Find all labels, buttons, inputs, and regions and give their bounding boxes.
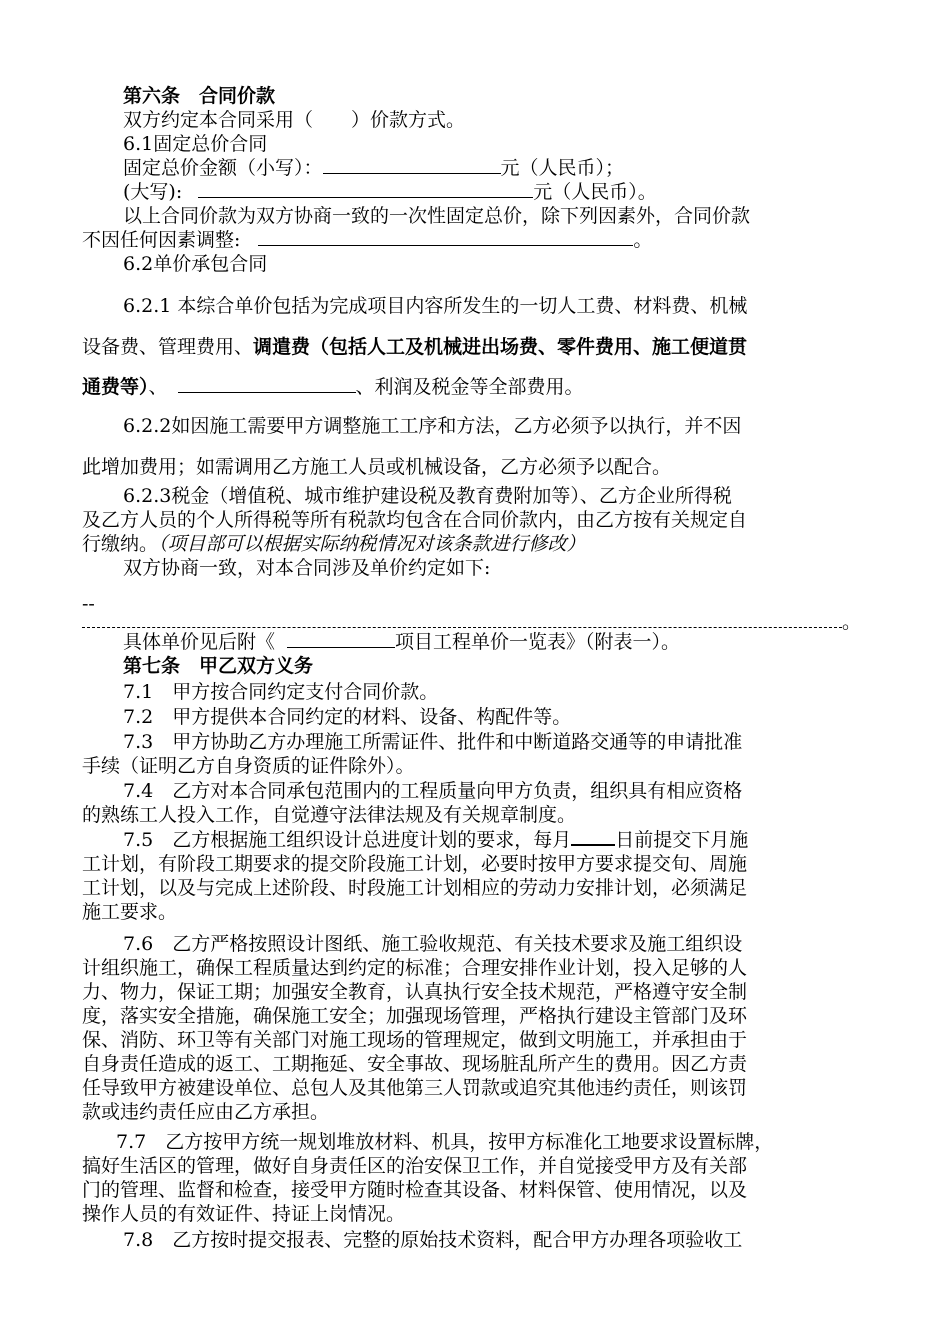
- clause-7-6-line-6: 自身责任造成的返工、工期拖延、安全事故、现场脏乱所产生的费用。因乙方责: [82, 1053, 748, 1075]
- dash-fill-line-1: --: [82, 593, 95, 615]
- clause-7-7-line-1: 7.7 乙方按甲方统一规划堆放材料、机具，按甲方标准化工地要求设置标牌，: [116, 1131, 774, 1153]
- clause-7-5-line-2: 工计划，有阶段工期要求的提交阶段施工计划，必要时按甲方要求提交旬、周施: [82, 853, 748, 875]
- clause-7-2: 7.2 甲方提供本合同约定的材料、设备、构配件等。: [123, 706, 572, 728]
- period-2: 。: [842, 611, 862, 633]
- article-7-title: 第七条 甲乙双方义务: [123, 655, 314, 677]
- clause-7-3-line-2: 手续（证明乙方自身资质的证件除外）。: [82, 755, 415, 777]
- dispatch-fees-bold-text: 调遣费（包括人工及机械进出场费、零件费用、施工便道贯: [253, 336, 748, 358]
- label-no-adjustment: 不因任何因素调整:: [82, 229, 241, 251]
- amount-lowercase-blank[interactable]: [323, 157, 501, 174]
- fixed-price-uppercase-line: [123, 180, 873, 204]
- other-fees-blank[interactable]: [178, 376, 356, 393]
- section-6-2-heading: 6.2单价承包合同: [123, 253, 268, 275]
- fixed-price-note-line-2: [82, 228, 872, 252]
- fixed-price-note-line-1: 以上合同价款为双方协商一致的一次性固定总价，除下列因素外，合同价款: [123, 205, 751, 227]
- clause-7-5-line-3: 工计划，以及与完成上述阶段、时段施工计划相应的劳动力安排计划，必须满足: [82, 877, 748, 899]
- clause-7-6-line-7: 任导致甲方被建设单位、总包人及其他第三人罚款或追究其他违约责任，则该罚: [82, 1077, 748, 1099]
- clause-7-6-line-4: 度，落实安全措施，确保施工安全；加强现场管理，严格执行建设主管部门及环: [82, 1005, 748, 1027]
- para-6-2-1-line-3: [82, 375, 872, 399]
- comma-mark: 、: [148, 376, 168, 398]
- period-1: 。: [633, 229, 653, 251]
- article-6-title: 第六条 合同价款: [123, 85, 276, 107]
- para-6-2-3-line-2: 及乙方人员的个人所得税等所有税款均包含在合同价款内，由乙方按有关规定自: [82, 509, 748, 531]
- equipment-fees-text: 设备费、管理费用、: [82, 336, 254, 358]
- para-6-2-1-line-1: 6.2.1 本综合单价包括为完成项目内容所发生的一切人工费、材料费、机械: [123, 295, 748, 317]
- clause-7-6-line-5: 保、消防、环卫等有关部门对施工现场的管理规定，做到文明施工，并承担由于: [82, 1029, 748, 1051]
- label-rmb-1: 元（人民币）；: [500, 157, 625, 179]
- clause-7-5-line-1: [123, 828, 873, 852]
- unit-price-agreement-line: 双方协商一致，对本合同涉及单价约定如下:: [123, 557, 491, 579]
- pricing-method-line: 双方约定本合同采用（ ）价款方式。: [123, 109, 466, 131]
- project-name-blank[interactable]: [287, 631, 395, 648]
- clause-7-6-line-3: 力、物力，保证工期；加强安全教育，认真执行安全技术规范，严格遵守安全制: [82, 981, 748, 1003]
- section-6-1-heading: 6.1固定总价合同: [123, 133, 268, 155]
- self-pay-text: 行缴纳。: [82, 533, 159, 555]
- clause-7-1: 7.1 甲方按合同约定支付合同价款。: [123, 681, 439, 703]
- para-6-2-2-line-1: 6.2.2如因施工需要甲方调整施工工序和方法，乙方必须予以执行，并不因: [123, 415, 742, 437]
- para-6-2-2-line-2: 此增加费用；如需调用乙方施工人员或机械设备，乙方必须予以配合。: [82, 456, 672, 478]
- dispatch-fees-bold-end: 通费等）: [82, 376, 149, 398]
- label-rmb-2: 元（人民币）。: [533, 181, 657, 203]
- fixed-price-amount-line: [123, 156, 873, 180]
- attachment-reference-line: [123, 630, 873, 654]
- para-6-2-3-line-1: 6.2.3税金（增值税、城市维护建设税及教育费附加等）、乙方企业所得税: [123, 485, 732, 507]
- label-lowercase-amount: 固定总价金额（小写）：: [123, 157, 323, 179]
- profit-tax-text: 、利润及税金等全部费用。: [355, 376, 584, 398]
- clause-7-6-line-2: 计组织施工，确保工程质量达到约定的标准；合理安排作业计划，投入足够的人: [82, 957, 748, 979]
- clause-7-4-line-1: 7.4 乙方对本合同承包范围内的工程质量向甲方负责，组织具有相应资格: [123, 780, 743, 802]
- clause-7-6-line-8: 款或违约责任应由乙方承担。: [82, 1101, 330, 1123]
- attachment-prefix: 具体单价见后附《: [123, 631, 276, 653]
- clause-7-7-line-2: 搞好生活区的管理，做好自身责任区的治安保卫工作，并自觉接受甲方及有关部: [82, 1155, 748, 1177]
- revision-note-italic: （项目部可以根据实际纳税情况对该条款进行修改）: [158, 533, 586, 555]
- monthly-plan-text: 7.5 乙方根据施工组织设计总进度计划的要求，每月: [123, 829, 572, 851]
- clause-7-4-line-2: 的熟练工人投入工作，自觉遵守法律法规及有关规章制度。: [82, 804, 577, 826]
- clause-7-5-line-4: 施工要求。: [82, 901, 178, 923]
- clause-7-7-line-3: 门的管理、监督和检查，接受甲方随时检查其设备、材料保管、使用情况，以及: [82, 1179, 748, 1201]
- clause-7-7-line-4: 操作人员的有效证件、持证上岗情况。: [82, 1203, 406, 1225]
- clause-7-3-line-1: 7.3 甲方协助乙方办理施工所需证件、批件和中断道路交通等的申请批准: [123, 731, 743, 753]
- unit-price-dashed-blank[interactable]: [82, 611, 842, 628]
- para-6-2-3-line-3: [82, 532, 872, 556]
- amount-uppercase-blank[interactable]: [198, 181, 533, 198]
- submit-plan-text: 日前提交下月施: [615, 829, 749, 851]
- label-uppercase-amount: (大写):: [123, 181, 183, 203]
- para-6-2-1-line-2: [82, 335, 872, 359]
- attachment-suffix: 项目工程单价一览表》（附表一）。: [395, 631, 681, 653]
- clause-7-6-line-1: 7.6 乙方严格按照设计图纸、施工验收规范、有关技术要求及施工组织设: [123, 933, 743, 955]
- clause-7-8-line-1: 7.8 乙方按时提交报表、完整的原始技术资料，配合甲方办理各项验收工: [123, 1229, 743, 1251]
- adjustment-factors-blank[interactable]: [258, 229, 633, 246]
- monthly-day-blank[interactable]: [571, 828, 615, 846]
